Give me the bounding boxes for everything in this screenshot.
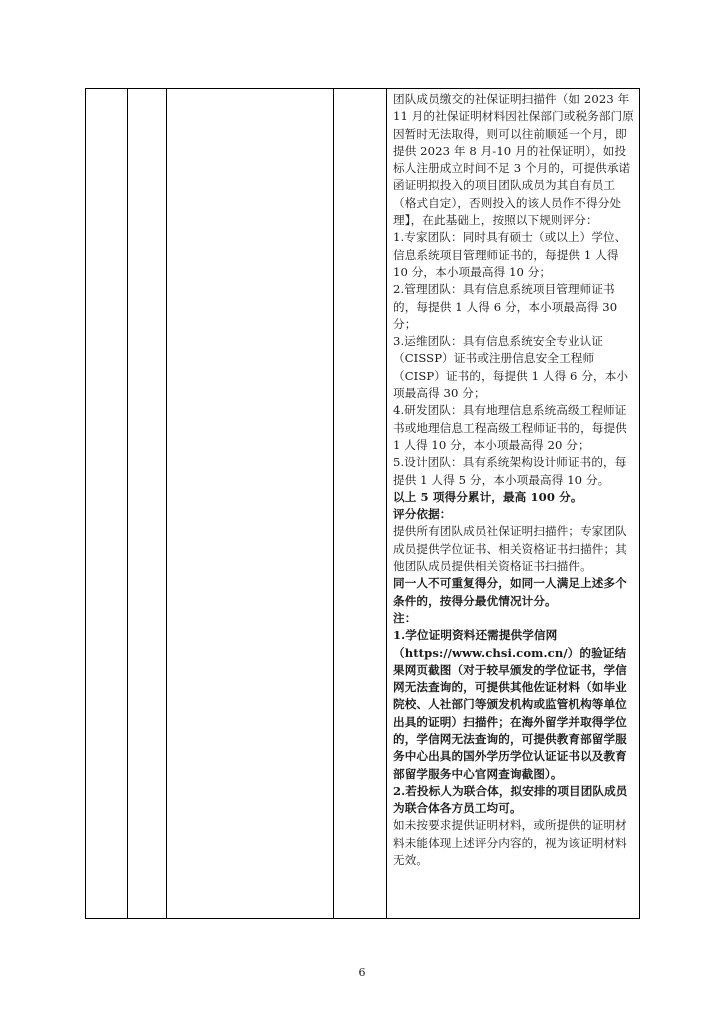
table-cell-score: [334, 89, 387, 919]
criteria-paragraph: 3.运维团队：具有信息系统安全专业认证（CISSP）证书或注册信息安全工程师（CISP）证书的，每提供 1 人得 6 分，本小项最高得 30 分；: [393, 334, 629, 401]
table-cell-criteria: [387, 89, 640, 919]
criteria-paragraph: 2.管理团队：具有信息系统项目管理师证书的，每提供 1 人得 6 分，本小项最高得 30 分；: [393, 282, 618, 331]
table-cell-category: [128, 89, 167, 919]
criteria-paragraph: 4.研发团队：具有地理信息系统高级工程师证书或地理信息工程高级工程师证书的，每提供 1 人得 10 分，本小项最高得 20 分；: [393, 403, 627, 452]
table-cell-item: [167, 89, 334, 919]
criteria-paragraph: 评分依据：: [393, 507, 452, 522]
criteria-paragraph: 团队成员缴交的社保证明扫描件（如 2023 年 11 月的社保证明材料因社保部门或税务部门原因暂时无法取得，则可以往前顺延一个月，即提供 2023 年 8 月-10 月的社保证明），如投标人注册成立时间不足 3 个月的，可提供承诺函证明拟投入的项目团队成员为其自有员工（格式自定），否则投入的该人员作不得分处理】，在此基础上，按照以下规则评分：: [393, 92, 634, 228]
criteria-paragraph: 1.学位证明资料还需提供学信网（https://www.chsi.com.cn/）的验证结果网页截图（对于较早颁发的学位证书，学信网无法查询的，可提供其他佐证材料（如毕业院校、人社部门等颁发机构或监管机构等单位出具的证明）扫描件；在海外留学并取得学位的，学信网无法查询的，可提供教育部留学服务中心出具的国外学历学位认证证书以及教育部留学服务中心官网查询截图）。: [393, 628, 627, 781]
table-cell-index: [86, 89, 128, 919]
criteria-paragraph: 同一人不可重复得分，如同一人满足上述多个条件的，按得分最优情况计分。: [393, 576, 627, 608]
criteria-text: [387, 89, 639, 869]
table-row: [86, 89, 640, 919]
scoring-table: [85, 88, 640, 919]
criteria-paragraph: 1.专家团队：同时具有硕士（或以上）学位、信息系统项目管理师证书的，每提供 1 人得 10 分，本小项最高得 10 分；: [393, 230, 627, 279]
criteria-paragraph: 注：: [393, 610, 417, 625]
criteria-paragraph: 以上 5 项得分累计，最高 100 分。: [393, 489, 583, 504]
page-number: 6: [358, 966, 366, 979]
criteria-paragraph: 提供所有团队成员社保证明扫描件；专家团队成员提供学位证书、相关资格证书扫描件；其他团队成员提供相关资格证书扫描件。: [393, 524, 627, 574]
criteria-paragraph: 2.若投标人为联合体，拟安排的项目团队成员为联合体各方员工均可。: [393, 783, 628, 816]
criteria-paragraph: 5.设计团队：具有系统架构设计师证书的，每提供 1 人得 5 分，本小项最高得 10 分。: [393, 455, 627, 487]
criteria-paragraph: 如未按要求提供证明材料，或所提供的证明材料未能体现上述评分内容的，视为该证明材料无效。: [393, 818, 627, 868]
